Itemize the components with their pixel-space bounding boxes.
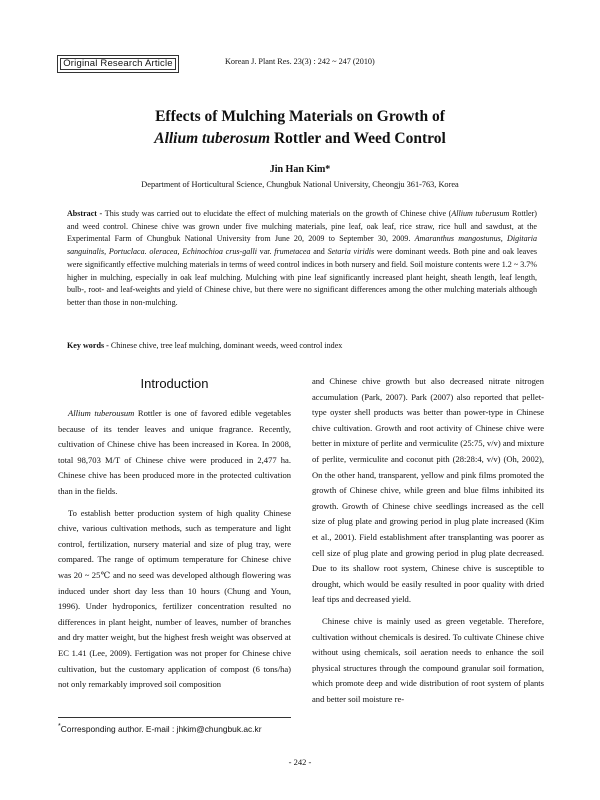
title-rest: Rottler and Weed Control [270,130,446,147]
footnote-text: Corresponding author. E-mail : jhkim@chungbuk.ac.kr [60,723,262,734]
abstract-text: var. [256,247,275,257]
abstract-weed-species: Setaria viridis [327,247,375,257]
keywords-text: Chinese chive, tree leaf mulching, dominant weeds, weed control index [110,341,343,350]
paper-title-line1: Effects of Mulching Materials on Growth of [155,108,445,125]
intro-paragraph: To establish better production system of high quality Chinese chive, various cultivation methods, such as temperature and light control, fertilization, nursery material and size of plug tray, were compared. The range of optimum temperature for Chinese chive was 20 ~ 25℃ and no seed was developed although flowering was induced under short day less than 10 hours (Chung and Youn, 1996). Under hydroponics, fertilizer concentration resulted no differences in plant height, number of leaves, number of branches and dry matter weight, but the highest fresh weight was observed at EC 1.41 (Lee, 2009). Fertigation was not proper for Chinese chive cultivation, but the customary application of compost (6 tons/ha) not only remarkably improved soil composition [58,507,291,690]
footnote-rule [58,717,291,718]
author-affiliation: Department of Horticultural Science, Chungbuk National University, Cheongju 361-763, Korea [141,180,459,189]
article-type-label: Original Research Article [63,58,173,69]
abstract-text: Rottler) and weed control. Chinese chive was grown under five mulching materials, pine leaf, oak leaf, rice straw, rice hull and sawdust, at the Experimental Farm of Chungbuk National University from June 20, 2009 to September 30, 2009. [67,209,537,244]
intro-paragraph: Chinese chive is mainly used as green vegetable. Therefore, cultivation without chemicals is desired. To cultivate Chinese chive without using chemicals, soil aeration needs to enhance the soil physical structures through the compound granular soil formation, which promote deep and wide distribution of root system of plants and better soil moisture re- [312,615,544,704]
keywords [67,341,537,350]
footnote-mark: * [58,723,61,730]
article-type-badge [57,55,179,73]
abstract-label: Abstract - [67,209,105,218]
author-name: Jin Han Kim* [269,164,331,175]
intro-paragraph: and Chinese chive growth but also decreased nitrate nitrogen accumulation (Park, 2007). Park (2007) also reported that pellet-type oyster shell products was better than power-type in Chinese chive cultivation. Growth and root activity of Chinese chive were better in mixture of perlite and vermiculite (25:75, v/v) and mixture of perlite, vermiculite and coconut pith (28:28:4, v/v) (Oh, 2002), On the other hand, transparent, yellow and pink films promoted the growth of Chinese chive, while green and blue films inhibited its growth. Growth of Chinese chive seedlings increased as the cell size of plug plate and growing period in plug plate increased (Kim et al., 2001). Field establishment after transplanting was poorer as cell size of plug plate and growing period in plug plate decreased. Due to its shallow root system, Chinese chive is susceptible to drought, which would be easily resulted in poor quality with dried leaf tips and decreased yield. [312,376,544,605]
page-number: - 242 - [288,757,312,767]
abstract [67,208,537,310]
abstract-species: Allium tuberusum [451,209,510,218]
paper-title-line2 [0,128,600,150]
abstract-text: This study was carried out to elucidate the effect of mulching materials on the growth of Chinese chive ( [104,209,452,218]
left-column [58,406,291,693]
abstract-weed-variety: frumetacea [274,247,311,257]
intro-species-name: Allium tuberousum [68,408,135,418]
intro-paragraph [58,406,291,500]
keywords-label: Key words - [67,341,111,350]
footnote [58,723,262,734]
intro-text: Rottler is one of favored edible vegetables because of its tender leaves and unique fragrance. Recently, cultivation of Chinese chive has been increased in Korea. In 2008, total 98,703 M/T of Chinese chive were produced in 2,477 ha. Chinese chive has been produced more in the protected cultivation than in the fields. [58,408,291,496]
right-column [312,374,544,707]
journal-citation: Korean J. Plant Res. 23(3) : 242 ~ 247 (2010) [225,57,375,66]
abstract-text: and [310,247,328,257]
section-heading-introduction: Introduction [140,376,209,391]
abstract-text: were dominant weeds. Both pine and oak leaves were significantly effective mulching materials in terms of weed control indices in both nursery and field. Soil moisture contents were 1.2 ~ 3.7% higher in mulching, especially in oak leaf mulching. Mulching with pine leaf significantly increased plant height, sheath length, leaf length, bulb-, root- and leaf-weights and yield of Chinese chive, but there were no significant differences among the other mulching materials although better than those in non-mulching. [67,247,537,307]
title-species-name: Allium tuberosum [154,130,271,147]
abstract-weed-species: Amaranthus mangostunus, Digitaria sanguinalis, Portuclaca. oleracea, Echinochioa crus-galli [67,234,537,257]
